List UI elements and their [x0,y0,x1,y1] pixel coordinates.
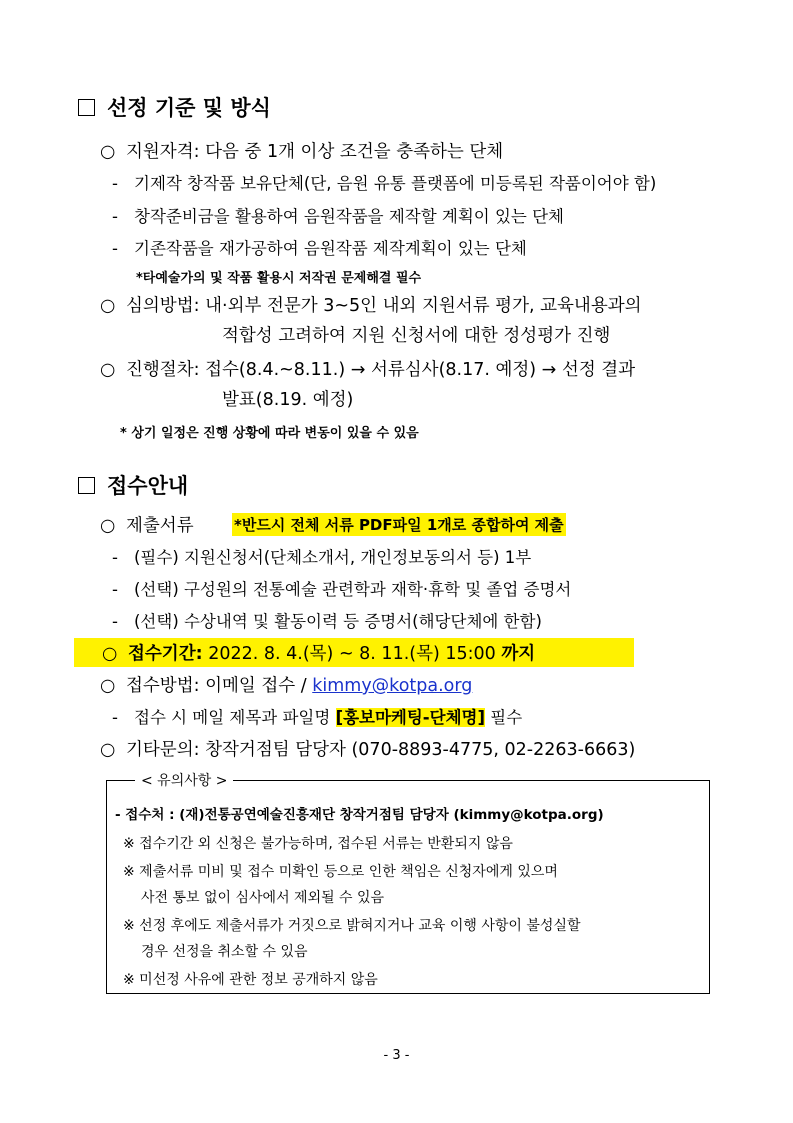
page-number: - 3 - [383,1048,410,1063]
process-line2: 발표(8.19. 예정) [222,390,354,410]
notice-line: ※ 미선정 사유에 관한 정보 공개하지 않음 [123,972,378,988]
circle-bullet-icon: ○ [100,142,116,162]
notice-line: - 접수처 : (재)전통공연예술진흥재단 창작거점팀 담당자 (kimmy@kotpa.org) [115,807,604,823]
notice-line: ※ 제출서류 미비 및 접수 미확인 등으로 인한 책임은 신청자에게 있으며 [123,864,558,880]
copyright-note: *타예술가의 및 작품 활용시 저작권 문제해결 필수 [136,271,422,286]
eligibility-item: - 기제작 창작품 보유단체(단, 음원 유통 플랫폼에 미등록된 작품이어야 함) [112,174,657,193]
period-line: ○ 접수기간: 2022. 8. 4.(목) ~ 8. 11.(목) 15:00 까지 [74,638,634,667]
process-line: ○ 진행절차: 접수(8.4.~8.11.) → 서류심사(8.17. 예정) → 선정 결과 [100,360,636,380]
notice-line: 경우 선정을 취소할 수 있음 [141,944,308,960]
schedule-note: * 상기 일정은 진행 상황에 따라 변동이 있을 수 있음 [120,426,419,441]
review-method-line: ○ 심의방법: 내·외부 전문가 3~5인 내외 지원서류 평가, 교육내용과의 [100,296,642,316]
eligibility-line: ○ 지원자격: 다음 중 1개 이상 조건을 충족하는 단체 [100,142,504,162]
eligibility-item: - 기존작품을 재가공하여 음원작품 제작계획이 있는 단체 [112,239,527,258]
method-subnote: - 접수 시 메일 제목과 파일명 [홍보마케팅-단체명] 필수 [112,708,523,727]
square-bullet-icon [78,99,95,116]
notice-line: ※ 접수기간 외 신청은 불가능하며, 접수된 서류는 반환되지 않음 [123,836,513,852]
circle-bullet-icon: ○ [102,644,118,664]
document-item: - (필수) 지원신청서(단체소개서, 개인정보동의서 등) 1부 [112,548,532,567]
circle-bullet-icon: ○ [100,296,116,316]
notice-title: < 유의사항 > [135,770,233,790]
document-item: - (선택) 구성원의 전통예술 관련학과 재학·휴학 및 졸업 증명서 [112,580,572,599]
document-item: - (선택) 수상내역 및 활동이력 등 증명서(해당단체에 한함) [112,612,542,631]
contact-line: ○ 기타문의: 창작거점팀 담당자 (070-8893-4775, 02-2263-6663) [100,740,636,760]
filename-format-highlight: [홍보마케팅-단체명] [335,708,486,727]
documents-line: ○ 제출서류 [100,516,194,536]
notice-line: ※ 선정 후에도 제출서류가 거짓으로 밝혀지거나 교육 이행 사항이 불성실할 [123,918,581,934]
notice-box [106,773,710,994]
review-method-line2: 적합성 고려하여 지원 신청서에 대한 정성평가 진행 [222,326,611,346]
eligibility-item: - 창작준비금을 활용하여 음원작품을 제작할 계획이 있는 단체 [112,207,564,226]
circle-bullet-icon: ○ [100,360,116,380]
circle-bullet-icon: ○ [100,740,116,760]
email-link[interactable]: kimmy@kotpa.org [312,676,473,696]
square-bullet-icon [78,477,95,494]
documents-highlight-note: *반드시 전체 서류 PDF파일 1개로 종합하여 제출 [232,513,566,536]
method-line: ○ 접수방법: 이메일 접수 / kimmy@kotpa.org [100,676,473,696]
section-title-application: 접수안내 [78,470,188,500]
circle-bullet-icon: ○ [100,516,116,536]
section-title-selection: 선정 기준 및 방식 [78,92,271,122]
circle-bullet-icon: ○ [100,676,116,696]
notice-line: 사전 통보 없이 심사에서 제외될 수 있음 [141,890,385,906]
